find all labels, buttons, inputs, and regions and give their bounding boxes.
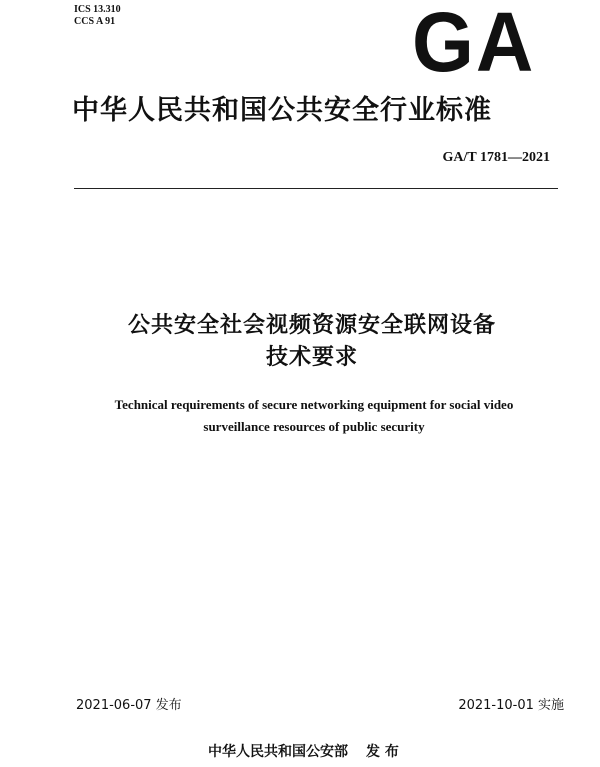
ccs-code: CCS A 91 [74,16,116,27]
publisher-name: 中华人民共和国公安部 [208,744,348,760]
publisher [208,741,399,761]
document-title-zh-line2: 技术要求 [265,345,358,370]
issue-date: 2021-06-07 发布 [76,698,182,713]
document-title-zh-line1: 公共安全社会视频资源安全联网设备 [127,313,496,338]
document-title-en-line2: surveillance resources of public security [203,419,425,434]
ics-code: ICS 13.310 [74,4,121,15]
ga-logo: GA [412,0,536,90]
publisher-action: 发 布 [366,744,399,760]
standard-number: GA/T 1781—2021 [442,150,550,165]
classification-codes [74,4,121,28]
standard-category-title: 中华人民共和国公共安全行业标准 [72,95,492,126]
header-divider [74,188,558,189]
document-title-en-line1: Technical requirements of secure networking equipment for social video [114,397,514,412]
implementation-date: 2021-10-01 实施 [458,698,564,713]
